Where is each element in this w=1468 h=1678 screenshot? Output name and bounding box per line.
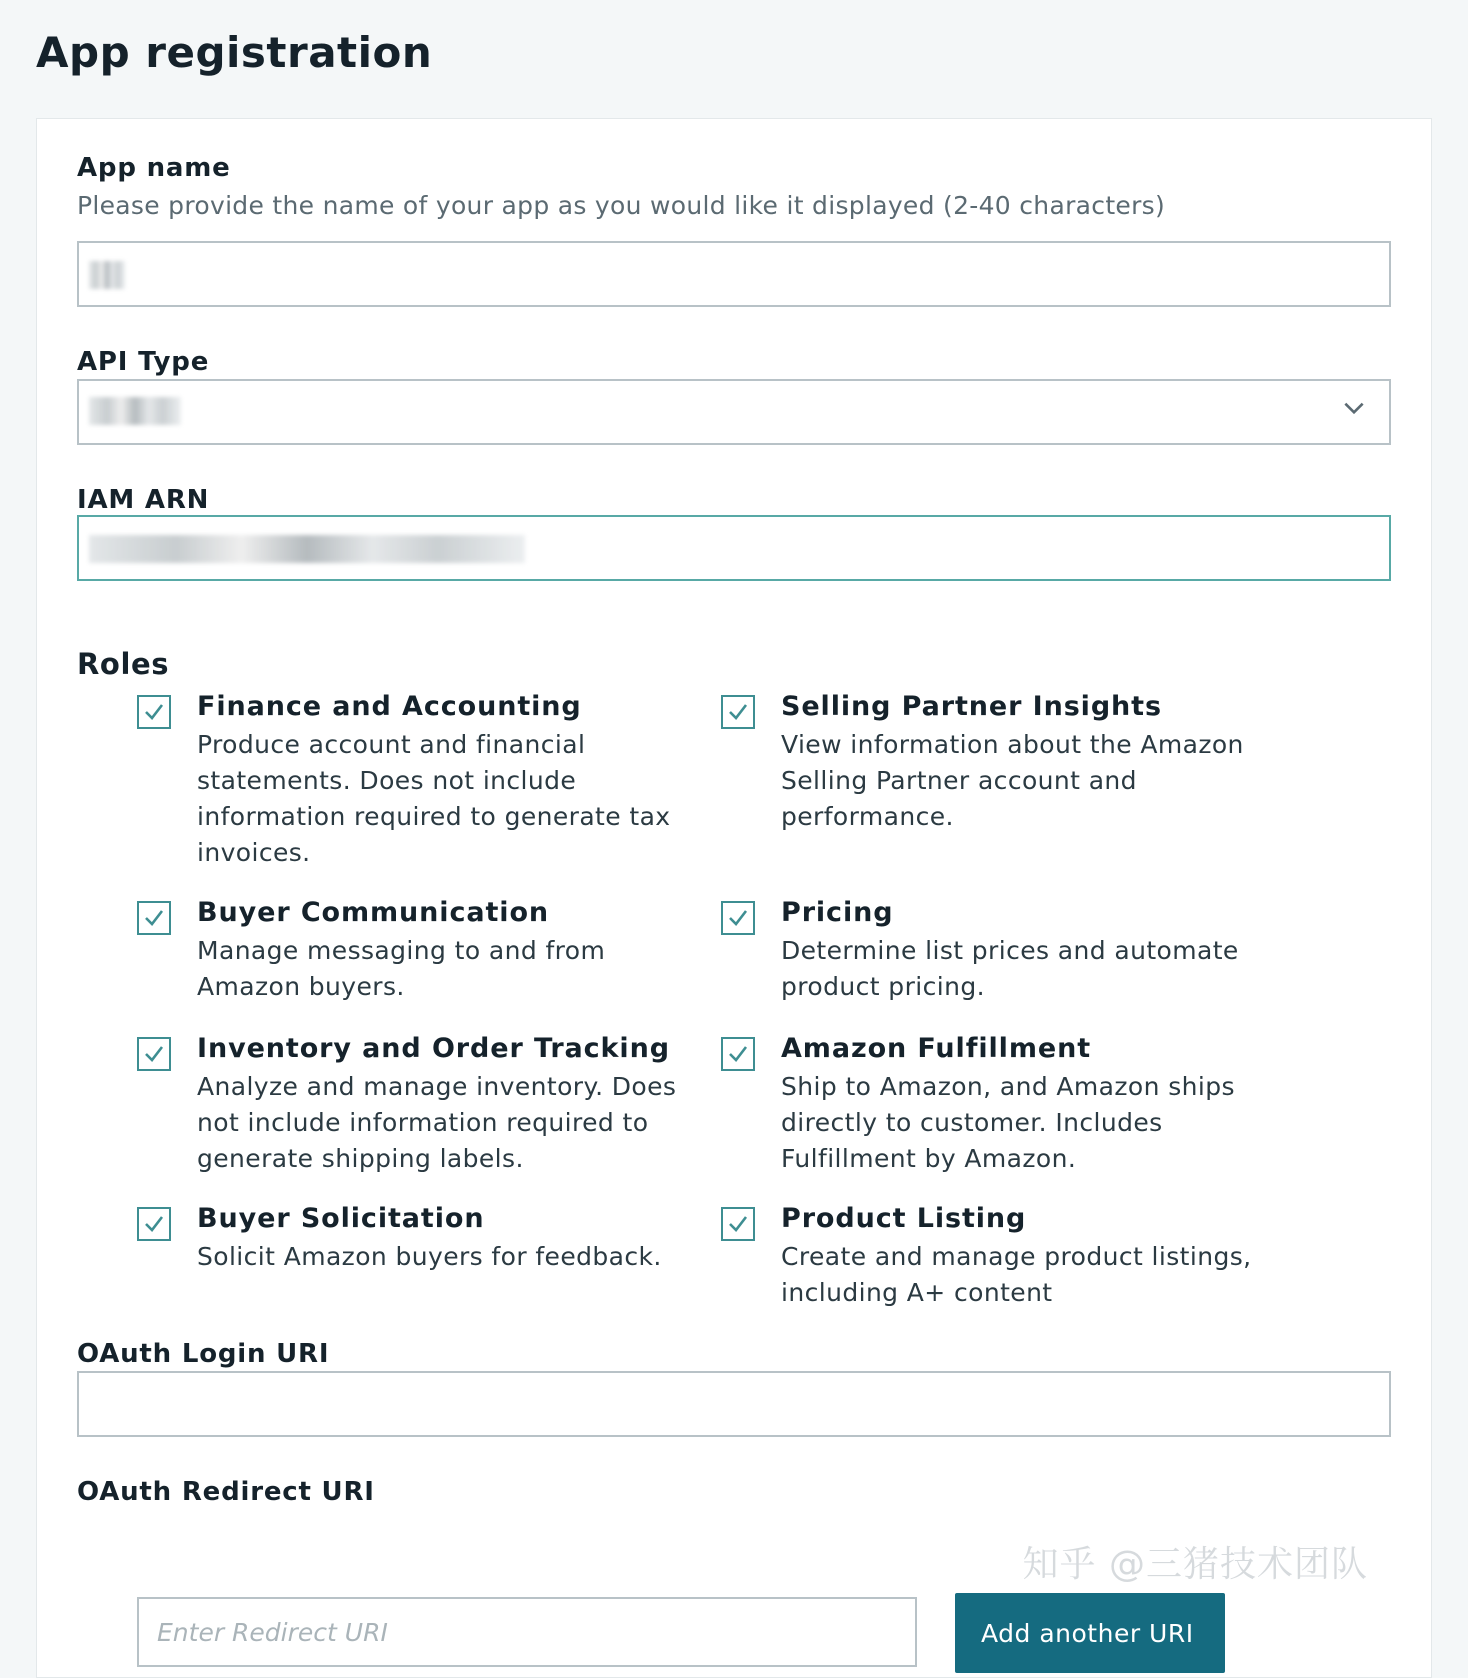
role-title: Buyer Solicitation: [197, 1203, 485, 1234]
role-description: Determine list prices and automate product pricing.: [781, 936, 1239, 1001]
role-title: Selling Partner Insights: [781, 691, 1162, 722]
role-checkbox[interactable]: [721, 901, 755, 935]
check-icon: [142, 906, 166, 930]
check-icon: [726, 906, 750, 930]
role-description: Analyze and manage inventory. Does not include information required to generate shipping labels.: [197, 1072, 677, 1173]
check-icon: [142, 1212, 166, 1236]
role-checkbox[interactable]: [721, 695, 755, 729]
app-name-label: App name: [77, 153, 231, 183]
chevron-down-icon: [1341, 395, 1367, 421]
role-checkbox[interactable]: [137, 1207, 171, 1241]
role-title: Pricing: [781, 897, 894, 928]
check-icon: [726, 1042, 750, 1066]
role-description: View information about the Amazon Selling Partner account and performance.: [781, 730, 1244, 831]
oauth-login-uri-label: OAuth Login URI: [77, 1339, 330, 1369]
registration-form: [36, 118, 1432, 1678]
check-icon: [142, 700, 166, 724]
role-checkbox[interactable]: [137, 901, 171, 935]
check-icon: [726, 700, 750, 724]
role-checkbox[interactable]: [721, 1037, 755, 1071]
redacted-value: [89, 261, 125, 289]
api-type-label: API Type: [77, 347, 210, 377]
app-name-help: Please provide the name of your app as you would like it displayed (2-40 characters): [77, 191, 1166, 220]
oauth-redirect-uri-input[interactable]: [137, 1597, 917, 1667]
role-title: Finance and Accounting: [197, 691, 582, 722]
role-title: Buyer Communication: [197, 897, 550, 928]
role-title: Amazon Fulfillment: [781, 1033, 1091, 1064]
page-title: App registration: [36, 28, 433, 77]
role-description: Create and manage product listings, including A+ content: [781, 1242, 1252, 1307]
role-description: Manage messaging to and from Amazon buyers.: [197, 936, 606, 1001]
role-title: Inventory and Order Tracking: [197, 1033, 670, 1064]
watermark-text: 知乎 @三猪技术团队: [1022, 1544, 1368, 1585]
iam-arn-input[interactable]: [77, 515, 1391, 581]
role-checkbox[interactable]: [721, 1207, 755, 1241]
iam-arn-label: IAM ARN: [77, 485, 210, 515]
redacted-value: [89, 397, 181, 425]
role-checkbox[interactable]: [137, 695, 171, 729]
role-checkbox[interactable]: [137, 1037, 171, 1071]
redacted-value: [89, 535, 525, 563]
app-name-input[interactable]: [77, 241, 1391, 307]
role-title: Product Listing: [781, 1203, 1027, 1234]
check-icon: [142, 1042, 166, 1066]
role-description: Produce account and financial statements. Does not include information required to generate tax invoices.: [197, 730, 671, 867]
check-icon: [726, 1212, 750, 1236]
role-description: Ship to Amazon, and Amazon ships directly to customer. Includes Fulfillment by Amazon.: [781, 1072, 1235, 1173]
oauth-login-uri-input[interactable]: [77, 1371, 1391, 1437]
api-type-select[interactable]: [77, 379, 1391, 445]
roles-title: Roles: [77, 647, 170, 681]
oauth-redirect-uri-label: OAuth Redirect URI: [77, 1477, 375, 1507]
role-description: Solicit Amazon buyers for feedback.: [197, 1242, 662, 1271]
add-another-uri-button[interactable]: Add another URI: [955, 1593, 1225, 1673]
